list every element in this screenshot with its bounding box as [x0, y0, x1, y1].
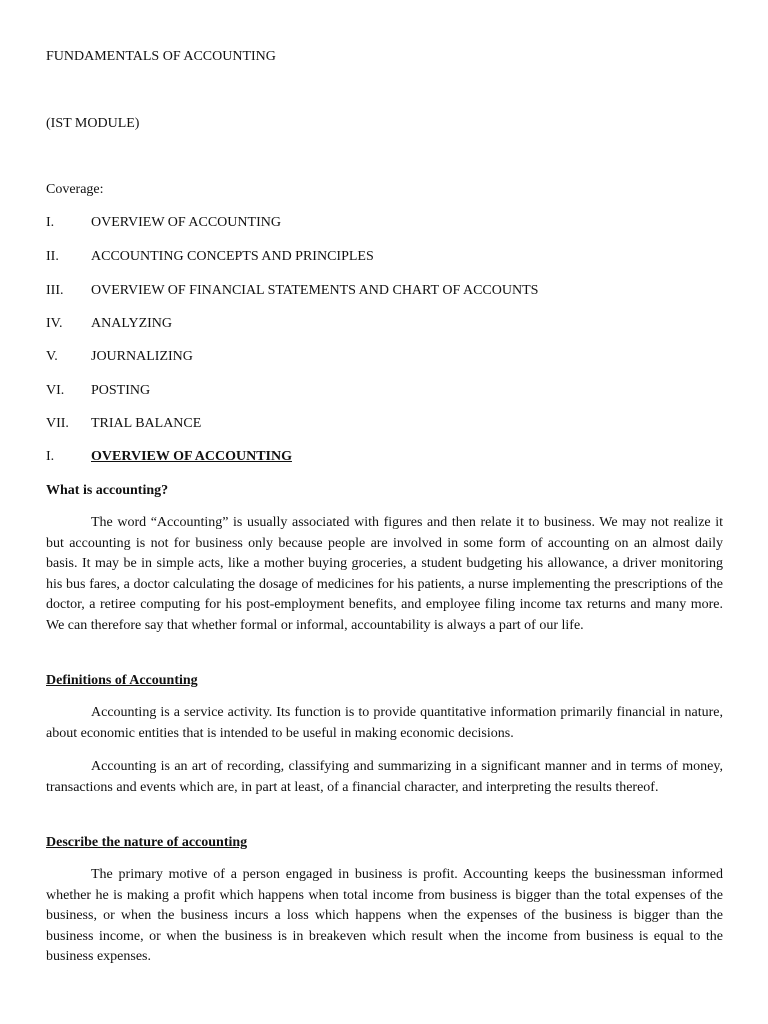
coverage-item: POSTING — [91, 383, 151, 398]
coverage-number: IV. — [46, 316, 63, 331]
coverage-number: III. — [46, 283, 64, 298]
document-title: FUNDAMENTALS OF ACCOUNTING — [46, 49, 276, 64]
definition-paragraph-1: Accounting is a service activity. Its function is to provide quantitative information primarily financial in nature, about economic entities that is intended to be useful in making economic decisions. — [46, 705, 723, 741]
coverage-item: ANALYZING — [91, 316, 173, 331]
module-label: (IST MODULE) — [46, 116, 140, 131]
what-is-accounting-heading: What is accounting? — [46, 483, 169, 498]
coverage-number: VI. — [46, 383, 65, 398]
coverage-item: JOURNALIZING — [91, 349, 193, 364]
coverage-item: OVERVIEW OF FINANCIAL STATEMENTS AND CHART OF ACCOUNTS — [91, 283, 539, 298]
coverage-number: VII. — [46, 416, 69, 431]
coverage-item: OVERVIEW OF ACCOUNTING — [91, 215, 281, 230]
what-is-accounting-paragraph: The word “Accounting” is usually associated with figures and then relate it to business. We may not realize it but accounting is not for business only because people are involved in some form of accounting on an almost daily basis. It may be in simple acts, like a mother buying groceries, a student budgeting his allowance, a driver monitoring his bus fares, a doctor calculating the dosage of medicines for his patients, a nurse implementing the prescriptions of the doctor, a retiree computing for his post-employment benefits, and employee filing income tax returns and many more. We can therefore say that whether formal or informal, accountability is always a part of our life. — [46, 515, 723, 633]
coverage-label: Coverage: — [46, 182, 104, 197]
nature-heading: Describe the nature of accounting — [46, 835, 248, 850]
coverage-number: V. — [46, 349, 58, 364]
nature-paragraph: The primary motive of a person engaged in business is profit. Accounting keeps the businessman informed whether he is making a profit which happens when total income from business is bigger than the total expenses of the business, or when the business incurs a loss which happens when the expenses of the business is bigger than the business income, or when the business is in breakeven which result when the income from business is equal to the business expenses. — [46, 867, 723, 965]
section-title: OVERVIEW OF ACCOUNTING — [91, 449, 292, 464]
coverage-item: TRIAL BALANCE — [91, 416, 202, 431]
coverage-item: ACCOUNTING CONCEPTS AND PRINCIPLES — [91, 249, 374, 264]
coverage-number: I. — [46, 215, 55, 230]
coverage-number: II. — [46, 249, 59, 264]
definition-paragraph-2: Accounting is an art of recording, classifying and summarizing in a significant manner and in terms of money, transactions and events which are, in part at least, of a financial character, and interpreting the results thereof. — [46, 759, 723, 795]
definitions-heading: Definitions of Accounting — [46, 673, 198, 688]
section-number: I. — [46, 449, 55, 464]
